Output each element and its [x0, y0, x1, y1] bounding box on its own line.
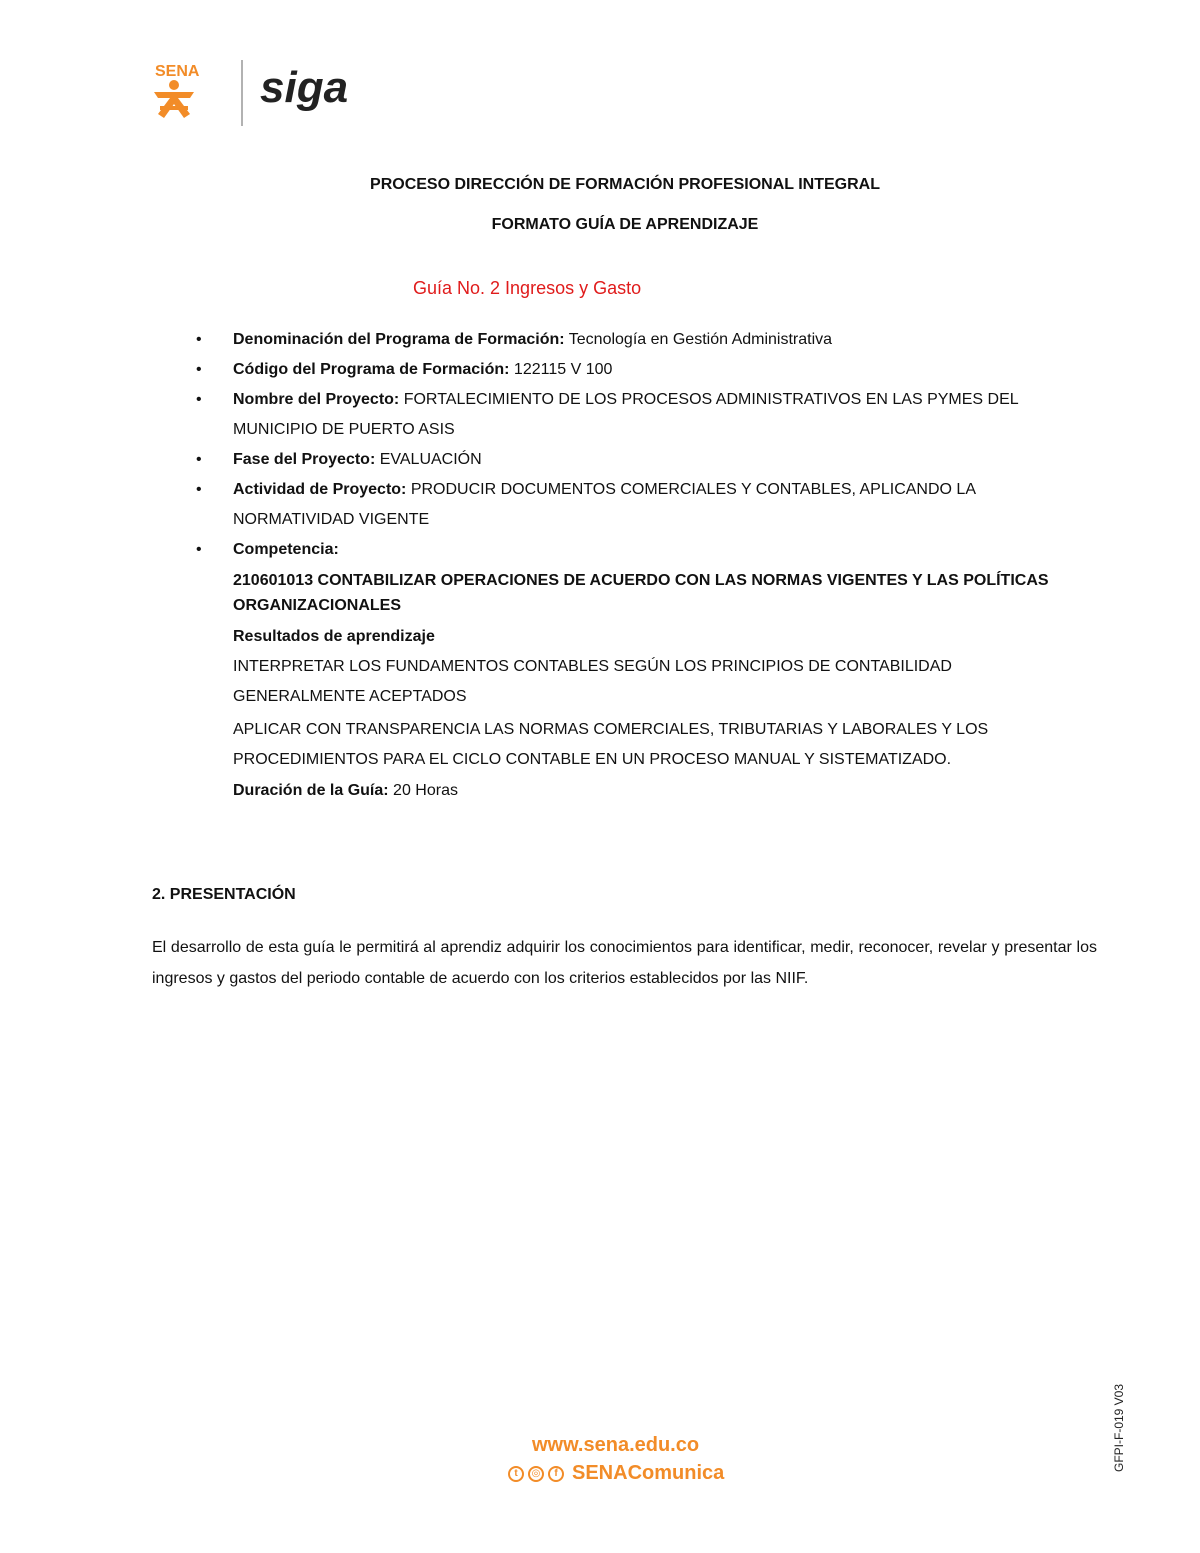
process-title: PROCESO DIRECCIÓN DE FORMACIÓN PROFESIONAL INTEGRAL	[370, 176, 880, 193]
format-title: FORMATO GUÍA DE APRENDIZAJE	[491, 216, 759, 233]
bullet-icon: •	[196, 361, 202, 378]
footer-url-link[interactable]: www.sena.edu.co	[532, 1434, 700, 1456]
presentation-title: 2. PRESENTACIÓN	[152, 886, 296, 903]
competencia-item: • Competencia: 210601013 CONTABILIZAR OPERACIONES DE ACUERDO CON LAS NORMAS VIGENTES Y LAS POLÍTICAS ORGANIZACIONALES Resultados de aprendizaje INTERPRETAR LOS FUNDAMENTOS CONTABLES SEGÚN LOS PRINCIPIOS DE CONTABILIDAD GENERALMENTE ACEPTADOS APLICAR CON TRANSPARENCIA LAS NORMAS COMERCIALES, TRIBUTARIAS Y LABORALES Y LOS PROCEDIMIENTOS PARA EL CICLO CONTABLE EN UN PROCESO MANUAL Y SISTEMATIZADO. Duración de la Guía: 20 Horas	[196, 535, 1066, 806]
instagram-icon[interactable]: ◎	[528, 1466, 544, 1482]
presentation-text: El desarrollo de esta guía le permitirá al aprendiz adquirir los conocimientos para identificar, medir, reconocer, revelar y presentar los ingresos y gastos del periodo contable de acuerdo con los criterios establecidos por las NIIF.	[152, 939, 1097, 987]
twitter-icon[interactable]: t	[508, 1466, 524, 1482]
guide-title: Guía No. 2 Ingresos y Gasto	[413, 278, 642, 298]
logo-siga-text: siga	[260, 63, 349, 112]
logo-graphic	[150, 52, 380, 132]
bullet-icon: •	[196, 481, 202, 498]
list-item: • Nombre del Proyecto: FORTALECIMIENTO DE LOS PROCESOS ADMINISTRATIVOS EN LAS PYMES DEL MUNICIPIO DE PUERTO ASIS	[196, 385, 1066, 445]
bullet-icon: •	[196, 451, 202, 468]
bullet-icon: •	[196, 391, 202, 408]
facebook-icon[interactable]: f	[548, 1466, 564, 1482]
duration: Duración de la Guía: 20 Horas	[233, 782, 458, 799]
program-info-list	[196, 325, 1066, 806]
learning-result: INTERPRETAR LOS FUNDAMENTOS CONTABLES SEGÚN LOS PRINCIPIOS DE CONTABILIDAD GENERALMENTE ACEPTADOS	[233, 658, 952, 705]
list-item: • Código del Programa de Formación: 122115 V 100	[196, 355, 1066, 385]
document-code: GFPI-F-019 V03	[1112, 1383, 1126, 1472]
learning-result: APLICAR CON TRANSPARENCIA LAS NORMAS COMERCIALES, TRIBUTARIAS Y LABORALES Y LOS PROCEDIMIENTOS PARA EL CICLO CONTABLE EN UN PROCESO MANUAL Y SISTEMATIZADO.	[233, 721, 989, 768]
list-item: • Actividad de Proyecto: PRODUCIR DOCUMENTOS COMERCIALES Y CONTABLES, APLICANDO LA NORMATIVIDAD VIGENTE	[196, 475, 1066, 535]
sena-siga-logo	[150, 52, 380, 132]
logo-sena-text: SENA	[155, 63, 200, 80]
list-item: • Denominación del Programa de Formación: Tecnología en Gestión Administrativa	[196, 325, 1066, 355]
bullet-icon: •	[196, 541, 202, 558]
footer-social	[508, 1462, 724, 1485]
results-title: Resultados de aprendizaje	[233, 628, 435, 645]
competencia-code: 210601013 CONTABILIZAR OPERACIONES DE ACUERDO CON LAS NORMAS VIGENTES Y LAS POLÍTICAS ORGANIZACIONALES	[233, 572, 1049, 614]
social-handle[interactable]: SENAComunica	[572, 1462, 725, 1484]
bullet-icon: •	[196, 331, 202, 348]
list-item: • Fase del Proyecto: EVALUACIÓN	[196, 445, 1066, 475]
